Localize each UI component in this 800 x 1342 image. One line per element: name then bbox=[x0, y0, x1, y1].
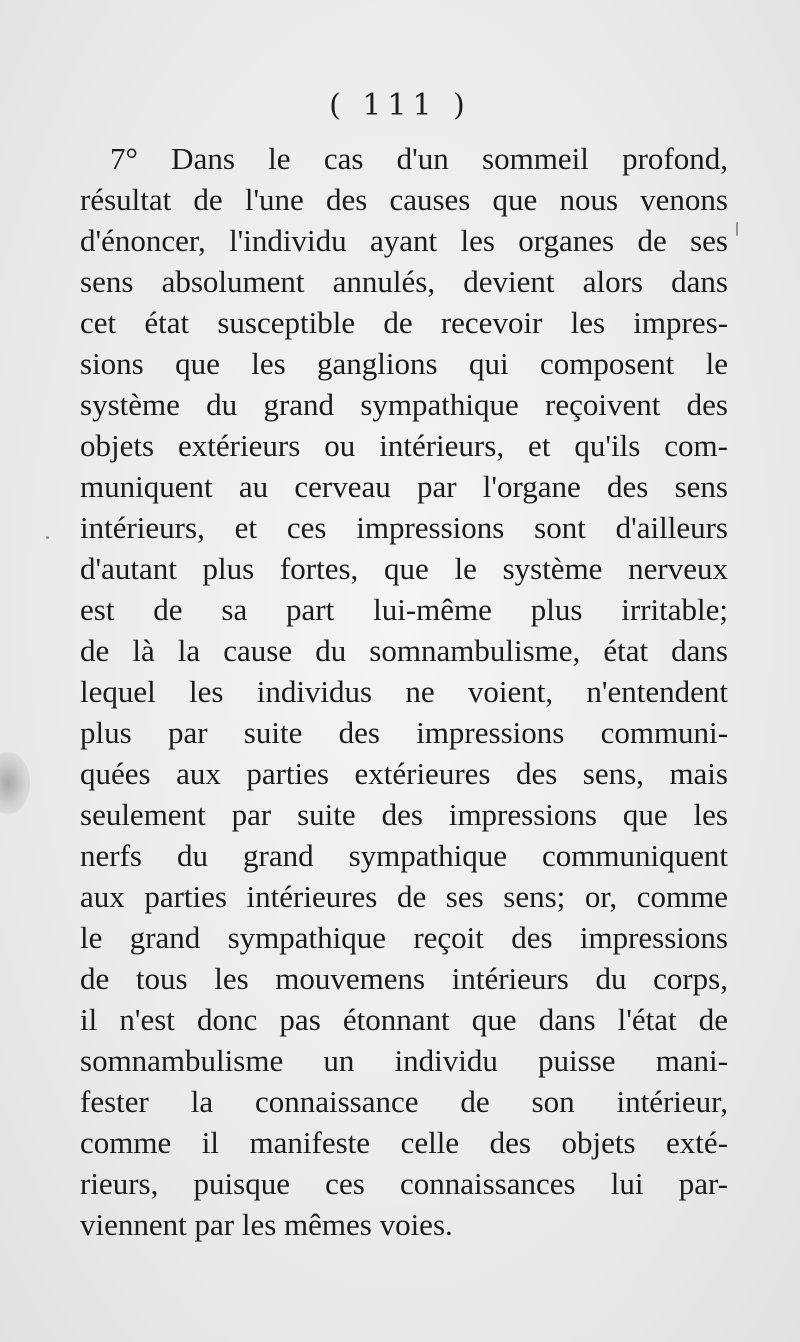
text-line: il n'est donc pas étonnant que dans l'état de bbox=[80, 1002, 728, 1037]
text-line: viennent par les mêmes voies. bbox=[80, 1207, 453, 1242]
text-line: objets extérieurs ou intérieurs, et qu'ils com- bbox=[80, 428, 728, 463]
text-line: est de sa part lui-même plus irritable; bbox=[80, 592, 728, 627]
paper-speck bbox=[46, 536, 49, 539]
text-line: seulement par suite des impressions que les bbox=[80, 797, 728, 832]
text-line: somnambulisme un individu puisse mani- bbox=[80, 1043, 728, 1078]
text-line: quées aux parties extérieures des sens, mais bbox=[80, 756, 728, 791]
text-line: sens absolument annulés, devient alors dans bbox=[80, 264, 728, 299]
text-line: d'énoncer, l'individu ayant les organes de ses bbox=[80, 223, 728, 258]
text-line: comme il manifeste celle des objets exté- bbox=[80, 1125, 728, 1160]
text-line: système du grand sympathique reçoivent des bbox=[80, 387, 728, 422]
ink-smudge bbox=[0, 752, 30, 814]
text-line: sions que les ganglions qui composent le bbox=[80, 346, 728, 381]
text-line: lequel les individus ne voient, n'entendent bbox=[80, 674, 728, 709]
text-line: de là la cause du somnambulisme, état dans bbox=[80, 633, 728, 668]
text-line: 7° Dans le cas d'un sommeil profond, bbox=[110, 141, 728, 176]
text-line: le grand sympathique reçoit des impressions bbox=[80, 920, 728, 955]
text-line: d'autant plus fortes, que le système nerveux bbox=[80, 551, 728, 586]
text-line: résultat de l'une des causes que nous venons bbox=[80, 182, 728, 217]
text-line: aux parties intérieures de ses sens; or, comme bbox=[80, 879, 728, 914]
text-line: rieurs, puisque ces connaissances lui par- bbox=[80, 1166, 728, 1201]
text-line: intérieurs, et ces impressions sont d'ailleurs bbox=[80, 510, 728, 545]
text-line: nerfs du grand sympathique communiquent bbox=[80, 838, 728, 873]
page-number: ( 111 ) bbox=[329, 88, 471, 123]
text-line: de tous les mouvemens intérieurs du corps, bbox=[80, 961, 728, 996]
text-line: muniquent au cerveau par l'organe des sens bbox=[80, 469, 728, 504]
paragraph bbox=[80, 138, 728, 1245]
text-line: plus par suite des impressions communi- bbox=[80, 715, 728, 750]
text-line: cet état susceptible de recevoir les impres- bbox=[80, 305, 728, 340]
paper-speck bbox=[736, 222, 738, 236]
text-line: fester la connaissance de son intérieur, bbox=[80, 1084, 728, 1119]
